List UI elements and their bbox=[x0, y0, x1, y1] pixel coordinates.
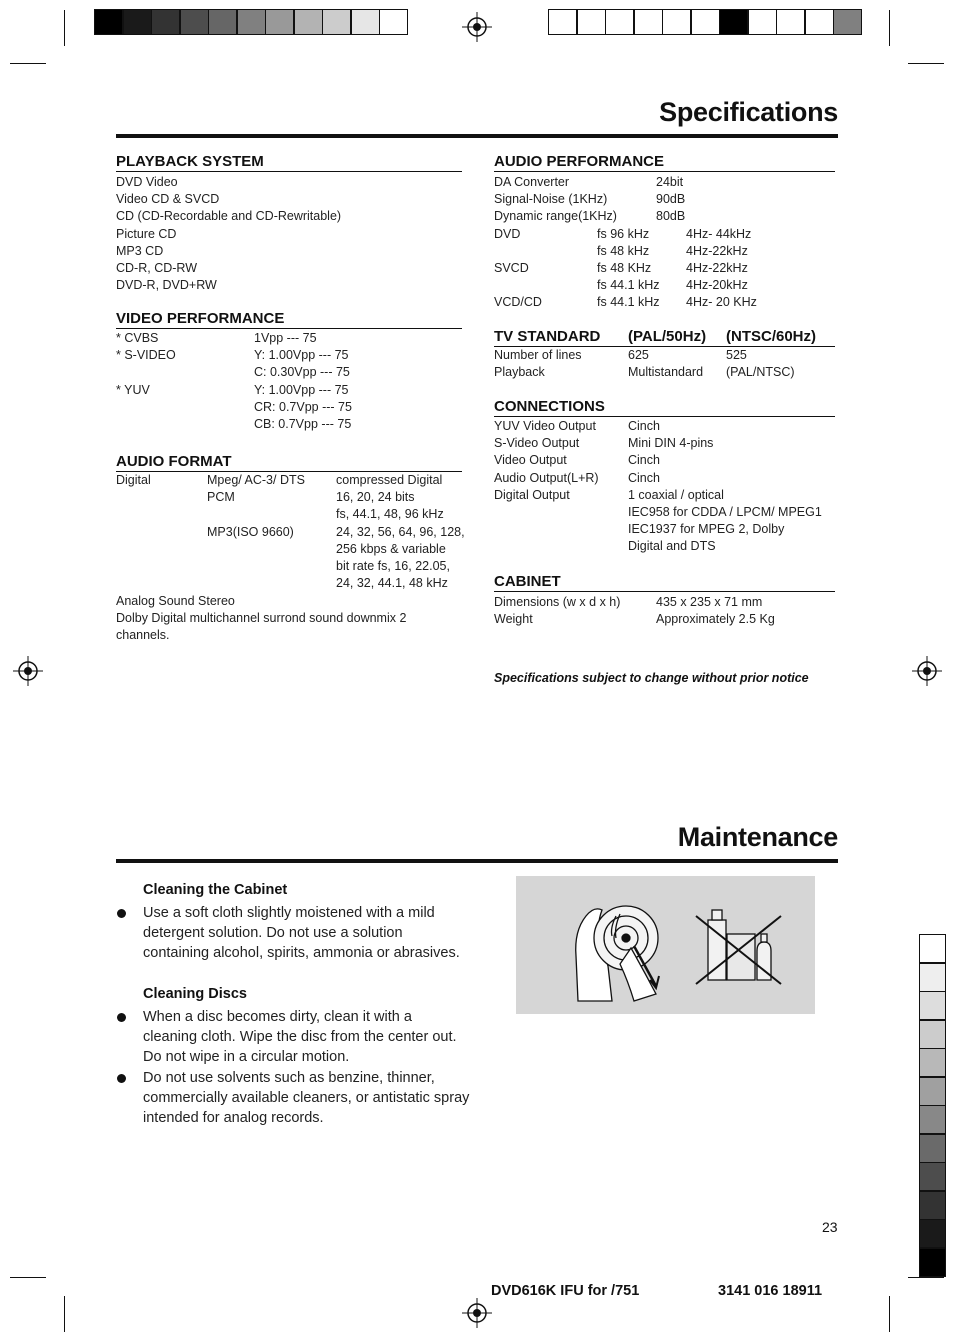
crop-mark bbox=[64, 1296, 65, 1332]
audio-format-note: Analog Sound Stereo bbox=[116, 594, 235, 608]
audio-perf-value: 24bit bbox=[656, 175, 684, 189]
audio-perf-rate: fs 48 KHz bbox=[597, 261, 652, 275]
audio-format-detail: compressed Digital bbox=[336, 473, 443, 487]
color-swatch bbox=[548, 9, 577, 35]
audio-format-detail: fs, 44.1, 48, 96 kHz bbox=[336, 507, 444, 522]
audio-format-detail: 256 kbps & variable bbox=[336, 541, 446, 556]
connection-value: Cinch bbox=[628, 453, 660, 468]
crop-mark bbox=[908, 63, 944, 64]
cabinet-heading: CABINET bbox=[494, 573, 835, 592]
audio-perf-label: Signal-Noise (1KHz) bbox=[494, 192, 608, 207]
audio-perf-value: 4Hz- 20 KHz bbox=[686, 295, 757, 310]
color-swatch bbox=[351, 9, 380, 35]
tv-standard-ntsc: (NTSC/60Hz) bbox=[726, 328, 817, 345]
audio-perf-label: SVCD bbox=[494, 261, 529, 275]
audio-performance-heading: AUDIO PERFORMANCE bbox=[494, 153, 835, 172]
tv-label: Number of lines bbox=[494, 348, 582, 362]
cleaning-discs-text-2: Do not use solvents such as benzine, thinner, commercially available cleaners, or antistatic spray intended for analog records. bbox=[143, 1070, 470, 1126]
color-swatch bbox=[691, 9, 720, 35]
connection-value: Cinch bbox=[628, 419, 660, 433]
gray-tab bbox=[919, 1105, 946, 1134]
playback-item: DVD-R, DVD+RW bbox=[116, 278, 217, 293]
color-swatch bbox=[662, 9, 691, 35]
title-rule bbox=[116, 134, 838, 138]
cabinet-value: Approximately 2.5 Kg bbox=[656, 612, 775, 627]
bullet-icon bbox=[117, 1013, 126, 1022]
color-swatch bbox=[379, 9, 408, 35]
audio-perf-value: 90dB bbox=[656, 192, 686, 207]
connections-heading: CONNECTIONS bbox=[494, 398, 835, 417]
gray-tab bbox=[919, 1219, 946, 1248]
color-swatch bbox=[151, 9, 180, 35]
audio-format-type: Digital bbox=[116, 473, 151, 487]
audio-perf-rate: fs 44.1 kHz bbox=[597, 278, 660, 293]
registration-mark-icon bbox=[912, 656, 942, 686]
video-value: 1Vpp --- 75 bbox=[254, 331, 317, 345]
audio-format-codec: Mpeg/ AC-3/ DTS bbox=[207, 473, 305, 487]
playback-item: Video CD & SVCD bbox=[116, 192, 220, 207]
color-swatch bbox=[776, 9, 805, 35]
cleaning-illustration bbox=[516, 876, 815, 1014]
color-swatch bbox=[805, 9, 834, 35]
video-label: * S-VIDEO bbox=[116, 348, 176, 363]
audio-perf-label: Dynamic range(1KHz) bbox=[494, 209, 617, 224]
color-swatch bbox=[748, 9, 777, 35]
tv-label: Playback bbox=[494, 365, 545, 380]
maintenance-rule bbox=[116, 859, 838, 863]
video-value: C: 0.30Vpp --- 75 bbox=[254, 365, 350, 380]
audio-perf-rate: fs 48 kHz bbox=[597, 243, 650, 258]
connection-value: IEC958 for CDDA / LPCM/ MPEG1 bbox=[628, 505, 822, 519]
color-swatch bbox=[605, 9, 634, 35]
video-label: * YUV bbox=[116, 382, 150, 397]
cabinet-value: 435 x 235 x 71 mm bbox=[656, 595, 763, 609]
gray-tab bbox=[919, 963, 946, 992]
playback-item: DVD Video bbox=[116, 175, 178, 189]
gray-tab bbox=[919, 934, 946, 963]
connection-value: Cinch bbox=[628, 470, 660, 485]
audio-format-note: channels. bbox=[116, 628, 170, 643]
registration-mark-icon bbox=[462, 1298, 492, 1328]
audio-perf-value: 4Hz- 44kHz bbox=[686, 226, 752, 241]
video-value: Y: 1.00Vpp --- 75 bbox=[254, 382, 349, 397]
audio-format-detail: 24, 32, 56, 64, 96, 128, bbox=[336, 524, 465, 539]
maintenance-title: Maintenance bbox=[677, 822, 838, 852]
video-label: * CVBS bbox=[116, 331, 159, 345]
audio-perf-rate: fs 96 kHz bbox=[597, 226, 650, 241]
gray-tab bbox=[919, 1248, 946, 1277]
crop-mark bbox=[10, 63, 46, 64]
playback-item: CD (CD-Recordable and CD-Rewritable) bbox=[116, 209, 342, 224]
color-swatch bbox=[294, 9, 323, 35]
video-value: CB: 0.7Vpp --- 75 bbox=[254, 417, 352, 431]
connection-label: Video Output bbox=[494, 453, 567, 468]
connection-label: Digital Output bbox=[494, 487, 570, 502]
color-swatch bbox=[208, 9, 237, 35]
playback-item: CD-R, CD-RW bbox=[116, 261, 198, 275]
audio-perf-rate: fs 44.1 kHz bbox=[597, 295, 660, 310]
cabinet-label: Dimensions (w x d x h) bbox=[494, 595, 621, 609]
color-swatch bbox=[719, 9, 748, 35]
bullet-icon bbox=[117, 909, 126, 918]
audio-format-codec: PCM bbox=[207, 490, 235, 505]
audio-format-codec: MP3(ISO 9660) bbox=[207, 524, 294, 539]
video-value: CR: 0.7Vpp --- 75 bbox=[254, 399, 352, 414]
cleaning-cabinet-text: Use a soft cloth slightly moistened with a mild detergent solution. Do not use a solution containing alcohol, spirits, ammonia or abrasives. bbox=[143, 905, 460, 961]
crop-mark bbox=[908, 1277, 944, 1278]
color-swatch bbox=[833, 9, 862, 35]
gray-tab bbox=[919, 1162, 946, 1191]
connection-value: IEC1937 for MPEG 2, Dolby bbox=[628, 522, 785, 537]
playback-item: Picture CD bbox=[116, 226, 177, 241]
audio-perf-label: DA Converter bbox=[494, 175, 570, 189]
tv-standard-label: TV STANDARD bbox=[494, 328, 601, 345]
connection-label: YUV Video Output bbox=[494, 419, 596, 433]
registration-mark-icon bbox=[462, 12, 492, 42]
playback-system-heading: PLAYBACK SYSTEM bbox=[116, 153, 462, 172]
color-swatch bbox=[123, 9, 152, 35]
cleaning-discs-text-1: When a disc becomes dirty, clean it with a cleaning cloth. Wipe the disc from the center out. Do not wipe in a circular motion. bbox=[143, 1009, 457, 1065]
gray-tab bbox=[919, 991, 946, 1020]
audio-perf-label: DVD bbox=[494, 226, 521, 241]
audio-format-detail: bit rate fs, 16, 22.05, bbox=[336, 559, 450, 573]
color-swatch bbox=[94, 9, 123, 35]
connection-value: Mini DIN 4-pins bbox=[628, 436, 714, 451]
cabinet-label: Weight bbox=[494, 612, 533, 627]
crop-mark bbox=[889, 1296, 890, 1332]
video-performance-heading: VIDEO PERFORMANCE bbox=[116, 310, 462, 329]
specifications-note: Specifications subject to change without prior notice bbox=[494, 671, 809, 685]
color-swatch bbox=[634, 9, 663, 35]
tv-standard-heading bbox=[494, 328, 835, 347]
gray-tab bbox=[919, 1134, 946, 1163]
tv-pal-value: Multistandard bbox=[628, 365, 704, 380]
crop-mark bbox=[10, 1277, 46, 1278]
audio-perf-value: 4Hz-22kHz bbox=[686, 261, 748, 275]
registration-mark-icon bbox=[13, 656, 43, 686]
footer-code: 3141 016 18911 bbox=[718, 1283, 823, 1299]
audio-format-heading: AUDIO FORMAT bbox=[116, 453, 462, 472]
tv-pal-value: 625 bbox=[628, 348, 649, 362]
color-swatch bbox=[577, 9, 606, 35]
tv-standard-pal: (PAL/50Hz) bbox=[628, 328, 707, 345]
color-swatch bbox=[322, 9, 351, 35]
audio-perf-label: VCD/CD bbox=[494, 295, 542, 310]
color-swatch bbox=[180, 9, 209, 35]
connection-label: Audio Output(L+R) bbox=[494, 470, 599, 485]
tv-ntsc-value: (PAL/NTSC) bbox=[726, 365, 795, 380]
cleaning-cabinet-heading: Cleaning the Cabinet bbox=[143, 882, 288, 898]
gray-tab bbox=[919, 1048, 946, 1077]
audio-format-detail: 24, 32, 44.1, 48 kHz bbox=[336, 576, 448, 591]
cleaning-discs-heading: Cleaning Discs bbox=[143, 986, 247, 1002]
connection-value: 1 coaxial / optical bbox=[628, 487, 724, 502]
audio-perf-value: 4Hz-20kHz bbox=[686, 278, 748, 293]
connection-value: Digital and DTS bbox=[628, 539, 716, 554]
color-swatch bbox=[265, 9, 294, 35]
playback-item: MP3 CD bbox=[116, 243, 164, 258]
gray-tab bbox=[919, 1077, 946, 1106]
color-swatch bbox=[237, 9, 266, 35]
gray-tab bbox=[919, 1191, 946, 1220]
connection-label: S-Video Output bbox=[494, 436, 580, 451]
page-number: 23 bbox=[822, 1219, 838, 1235]
crop-mark bbox=[64, 10, 65, 46]
audio-perf-value: 80dB bbox=[656, 209, 686, 224]
specifications-title: Specifications bbox=[659, 97, 838, 127]
audio-format-note: Dolby Digital multichannel surrond sound downmix 2 bbox=[116, 611, 407, 626]
crop-mark bbox=[889, 10, 890, 46]
audio-perf-value: 4Hz-22kHz bbox=[686, 243, 748, 258]
video-value: Y: 1.00Vpp --- 75 bbox=[254, 348, 349, 363]
tv-ntsc-value: 525 bbox=[726, 348, 747, 362]
gray-tab bbox=[919, 1020, 946, 1049]
footer-model: DVD616K IFU for /751 bbox=[491, 1283, 640, 1299]
bullet-icon bbox=[117, 1074, 126, 1083]
audio-format-detail: 16, 20, 24 bits bbox=[336, 490, 415, 505]
